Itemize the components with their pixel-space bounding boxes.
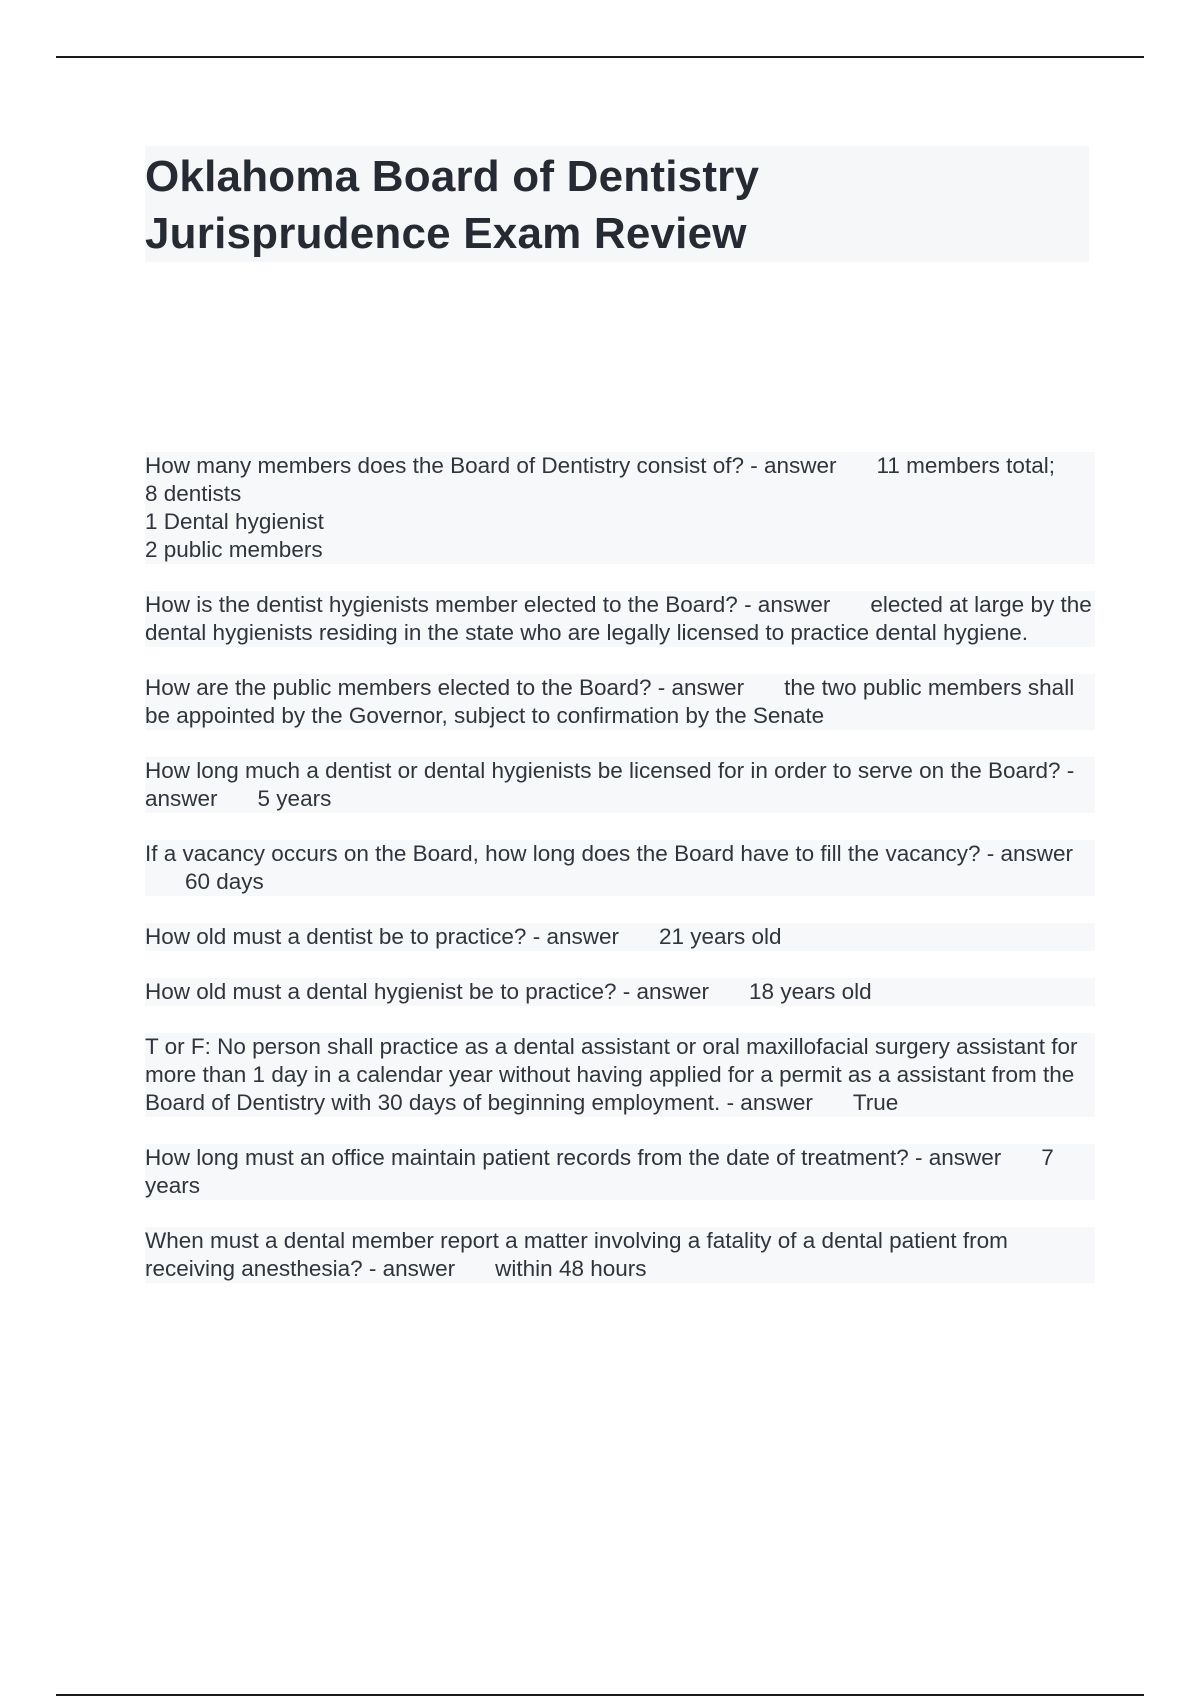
answer-marker: - answer [145, 758, 1075, 811]
qa-item-3 [145, 674, 1095, 730]
question-text: If a vacancy occurs on the Board, how long does the Board have to fill the vacancy? [145, 841, 981, 866]
answer-text: within 48 hours [495, 1256, 647, 1281]
answer-marker: - answer [651, 675, 745, 700]
question-text: How long must an office maintain patient records from the date of treatment? [145, 1145, 909, 1170]
qa-item-7 [145, 978, 1095, 1006]
answer-text: 60 days [185, 869, 264, 894]
qa-item-10 [145, 1227, 1095, 1283]
qa-item-4 [145, 757, 1095, 813]
answer-marker: - answer [526, 924, 619, 949]
question-text: How are the public members elected to the Board? [145, 675, 652, 700]
question-text: How old must a dentist be to practice? [145, 924, 527, 949]
qa-item-2 [145, 591, 1095, 647]
answer-marker: - answer [720, 1090, 813, 1115]
qa-list [145, 452, 1095, 1310]
qa-item-6 [145, 923, 1095, 951]
answer-text: 18 years old [749, 979, 872, 1004]
title-line-2: Jurisprudence Exam Review [145, 209, 747, 258]
page-title [145, 148, 1089, 262]
qa-item-8 [145, 1033, 1095, 1117]
question-text: How old must a dental hygienist be to practice? [145, 979, 617, 1004]
question-text: When must a dental member report a matter involving a fatality of a dental patient from receiving anesthesia? [145, 1228, 1008, 1281]
title-block [145, 146, 1089, 262]
bottom-rule [56, 1694, 1144, 1696]
answer-text: 5 years [257, 786, 332, 811]
question-text: T or F: No person shall practice as a dental assistant or oral maxillofacial surgery assistant for more than 1 day in a calendar year without having applied for a permit as a assistant from the Board of Dentistry with 30 days of beginning employment. [145, 1034, 1078, 1115]
answer-marker: - answer [744, 453, 837, 478]
qa-item-9 [145, 1144, 1095, 1200]
answer-text: 21 years old [658, 924, 782, 949]
answer-text: elected at large by the dental hygienists residing in the state who are legally licensed to practice dental hygiene. [145, 592, 1092, 645]
question-text: How long much a dentist or dental hygienists be licensed for in order to serve on the Board? [145, 758, 1061, 783]
qa-item-1 [145, 452, 1095, 564]
answer-marker: - answer [362, 1256, 456, 1281]
title-line-1: Oklahoma Board of Dentistry [145, 152, 760, 201]
question-text: How many members does the Board of Dentistry consist of? [145, 453, 745, 478]
answer-marker: - answer [616, 979, 710, 1004]
answer-text: 7 years [145, 1145, 1054, 1198]
answer-text: the two public members shall be appointed by the Governor, subject to confirmation by the Senate [145, 675, 1075, 728]
answer-marker: - answer [908, 1145, 1002, 1170]
top-rule [56, 56, 1144, 58]
answer-text: True [852, 1090, 899, 1115]
answer-marker: - answer [737, 592, 831, 617]
question-text: How is the dentist hygienists member elected to the Board? [145, 592, 738, 617]
answer-text: 11 members total; 8 dentists 1 Dental hygienist 2 public members [145, 453, 1055, 562]
qa-item-5 [145, 840, 1095, 896]
answer-marker: - answer [980, 841, 1074, 866]
